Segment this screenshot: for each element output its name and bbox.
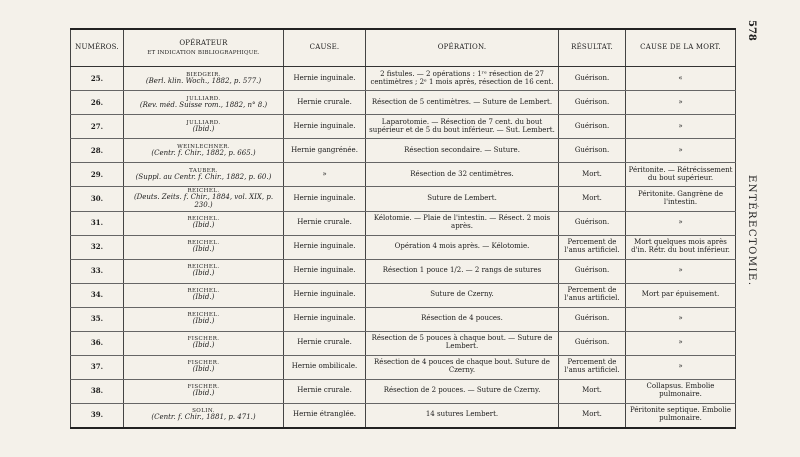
header-cause: CAUSE. <box>284 29 366 67</box>
cause-of-death-cell: » <box>626 259 736 283</box>
page-number: 578 <box>746 20 757 41</box>
table-row <box>71 91 736 115</box>
operator-name: REICHEL. <box>187 312 220 319</box>
result-cell: Mort. <box>559 163 626 187</box>
cause-cell: Hernie crurale. <box>284 91 366 115</box>
result-cell: Guérison. <box>559 91 626 115</box>
operation-cell: Résection de 2 pouces. — Suture de Czerny. <box>366 379 559 403</box>
operator-cell <box>124 331 284 355</box>
header-resultat: RÉSULTAT. <box>559 29 626 67</box>
operator-name: FISCHER. <box>187 336 220 343</box>
case-number-cell: 29. <box>71 163 124 187</box>
operator-cell <box>124 187 284 212</box>
table-row <box>71 163 736 187</box>
cause-of-death-cell: Collapsus. Embolie pulmonaire. <box>626 379 736 403</box>
cause-cell: Hernie crurale. <box>284 331 366 355</box>
operation-cell: Résection de 32 centimètres. <box>366 163 559 187</box>
header-operateur-title: OPÉRATEUR <box>179 38 228 47</box>
case-number-cell: 38. <box>71 379 124 403</box>
operation-cell: Résection 1 pouce 1/2. — 2 rangs de sutures <box>366 259 559 283</box>
table-row <box>71 307 736 331</box>
cause-cell: Hernie gangrénée. <box>284 139 366 163</box>
result-cell: Mort. <box>559 379 626 403</box>
bibliographic-reference: (Ibid.) <box>192 365 215 374</box>
cause-of-death-cell: » <box>626 91 736 115</box>
header-operateur <box>124 29 284 67</box>
operator-cell <box>124 355 284 379</box>
result-cell: Mort. <box>559 187 626 212</box>
cause-of-death-cell: » <box>626 211 736 235</box>
operator-name: JULLIARD. <box>186 119 221 126</box>
operation-cell: Laparotomie. — Résection de 7 cent. du bout supérieur et de 5 du bout inférieur. — Sut. Lembert. <box>366 115 559 139</box>
operation-cell: Résection de 5 centimètres. — Suture de Lembert. <box>366 91 559 115</box>
operator-cell <box>124 67 284 91</box>
operator-cell <box>124 235 284 259</box>
operator-cell <box>124 283 284 307</box>
cause-of-death-cell: Péritonite. Gangrène de l'intestin. <box>626 187 736 212</box>
table-row <box>71 67 736 91</box>
cause-cell: Hernie inguinale. <box>284 187 366 212</box>
cause-of-death-cell: » <box>626 331 736 355</box>
case-number-cell: 30. <box>71 187 124 212</box>
table-row <box>71 403 736 428</box>
cause-cell: Hernie inguinale. <box>284 67 366 91</box>
header-numeros: NUMÉROS. <box>71 29 124 67</box>
operator-name: REICHEL. <box>187 188 220 194</box>
cause-cell: Hernie étranglée. <box>284 403 366 428</box>
cause-of-death-cell: » <box>626 355 736 379</box>
operation-cell: Résection secondaire. — Suture. <box>366 139 559 163</box>
case-number-cell: 27. <box>71 115 124 139</box>
result-cell: Guérison. <box>559 115 626 139</box>
cause-cell: » <box>284 163 366 187</box>
case-number-cell: 34. <box>71 283 124 307</box>
cause-cell: Hernie crurale. <box>284 211 366 235</box>
table-row <box>71 211 736 235</box>
operator-name: BIEDGEIR. <box>186 71 221 78</box>
operation-cell: Suture de Czerny. <box>366 283 559 307</box>
table-row <box>71 355 736 379</box>
cause-of-death-cell: Péritonite septique. Embolie pulmonaire. <box>626 403 736 428</box>
result-cell: Guérison. <box>559 139 626 163</box>
bibliographic-reference: (Suppl. au Centr. f. Chir., 1882, p. 60.) <box>135 172 272 181</box>
result-cell: Guérison. <box>559 67 626 91</box>
operator-cell <box>124 403 284 428</box>
bibliographic-reference: (Ibid.) <box>192 124 215 133</box>
cause-of-death-cell: » <box>626 139 736 163</box>
operator-name: REICHEL. <box>187 216 220 223</box>
case-number-cell: 35. <box>71 307 124 331</box>
operation-cell: 14 sutures Lembert. <box>366 403 559 428</box>
bibliographic-reference: (Ibid.) <box>192 245 215 254</box>
bibliographic-reference: (Ibid.) <box>192 293 215 302</box>
running-title: ENTÉRECTOMIE. <box>746 175 757 287</box>
header-row <box>71 29 736 67</box>
operator-cell <box>124 379 284 403</box>
case-number-cell: 36. <box>71 331 124 355</box>
result-cell: Mort. <box>559 403 626 428</box>
operator-cell <box>124 307 284 331</box>
table-row <box>71 283 736 307</box>
result-cell: Guérison. <box>559 307 626 331</box>
table-row <box>71 331 736 355</box>
table-row <box>71 139 736 163</box>
table-row <box>71 379 736 403</box>
operation-cell: Suture de Lembert. <box>366 187 559 212</box>
bibliographic-reference: (Berl. klin. Woch., 1882, p. 577.) <box>145 76 262 85</box>
bibliographic-reference: (Ibid.) <box>192 389 215 398</box>
operator-name: WEINLECHNER. <box>177 143 230 150</box>
table-row <box>71 115 736 139</box>
bibliographic-reference: (Ibid.) <box>192 221 215 230</box>
operation-cell: Résection de 4 pouces de chaque bout. Suture de Czerny. <box>366 355 559 379</box>
operator-name: TAUBER. <box>189 167 218 174</box>
cause-of-death-cell: « <box>626 67 736 91</box>
operator-cell <box>124 139 284 163</box>
operation-cell: Kélotomie. — Plaie de l'intestin. — Résect. 2 mois après. <box>366 211 559 235</box>
bibliographic-reference: (Ibid.) <box>192 341 215 350</box>
case-number-cell: 31. <box>71 211 124 235</box>
operator-name: FISCHER. <box>187 360 220 367</box>
operation-cell: Résection de 5 pouces à chaque bout. — Suture de Lembert. <box>366 331 559 355</box>
operation-cell: Opération 4 mois après. — Kélotomie. <box>366 235 559 259</box>
operation-cell: 2 fistules. — 2 opérations : 1ʳᵉ résection de 27 centimètres ; 2ᵉ 1 mois après, résection de 16 cent. <box>366 67 559 91</box>
header-cause-mort: CAUSE DE LA MORT. <box>626 29 736 67</box>
case-number-cell: 39. <box>71 403 124 428</box>
bibliographic-reference: (Centr. f. Chir., 1882, p. 665.) <box>151 148 256 157</box>
table-row <box>71 187 736 212</box>
cause-of-death-cell: Péritonite. — Rétrécissement du bout supérieur. <box>626 163 736 187</box>
bibliographic-reference: (Ibid.) <box>192 269 215 278</box>
header-operation: OPÉRATION. <box>366 29 559 67</box>
operator-name: SOLIN. <box>192 408 215 415</box>
operation-cell: Résection de 4 pouces. <box>366 307 559 331</box>
operator-cell <box>124 163 284 187</box>
case-number-cell: 32. <box>71 235 124 259</box>
table-row <box>71 259 736 283</box>
cause-cell: Hernie inguinale. <box>284 235 366 259</box>
cause-cell: Hernie inguinale. <box>284 259 366 283</box>
cause-cell: Hernie inguinale. <box>284 115 366 139</box>
case-number-cell: 28. <box>71 139 124 163</box>
case-table <box>70 28 736 429</box>
result-cell: Percement de l'anus artificiel. <box>559 235 626 259</box>
bibliographic-reference: (Centr. f. Chir., 1881, p. 471.) <box>151 413 256 422</box>
operator-cell <box>124 211 284 235</box>
cause-cell: Hernie ombilicale. <box>284 355 366 379</box>
bibliographic-reference: (Deuts. Zeits. f. Chir., 1884, vol. XIX, p. 230.) <box>133 193 274 209</box>
result-cell: Percement de l'anus artificiel. <box>559 355 626 379</box>
case-number-cell: 37. <box>71 355 124 379</box>
result-cell: Guérison. <box>559 331 626 355</box>
table-row <box>71 235 736 259</box>
operator-cell <box>124 115 284 139</box>
cause-of-death-cell: Mort quelques mois après d'in. Rétr. du bout inférieur. <box>626 235 736 259</box>
result-cell: Guérison. <box>559 259 626 283</box>
cause-cell: Hernie crurale. <box>284 379 366 403</box>
operator-name: REICHEL. <box>187 240 220 247</box>
cause-of-death-cell: » <box>626 115 736 139</box>
table-body <box>71 67 736 428</box>
operator-name: FISCHER. <box>187 384 220 391</box>
case-number-cell: 25. <box>71 67 124 91</box>
cause-of-death-cell: » <box>626 307 736 331</box>
case-number-cell: 33. <box>71 259 124 283</box>
bibliographic-reference: (Rev. méd. Suisse rom., 1882, n° 8.) <box>139 100 268 109</box>
header-operateur-subtitle: ET INDICATION BIBLIOGRAPHIQUE. <box>147 50 260 57</box>
cause-of-death-cell: Mort par épuisement. <box>626 283 736 307</box>
cause-cell: Hernie inguinale. <box>284 307 366 331</box>
operator-cell <box>124 91 284 115</box>
result-cell: Percement de l'anus artificiel. <box>559 283 626 307</box>
operator-name: JULLIARD. <box>186 95 221 102</box>
bibliographic-reference: (Ibid.) <box>192 317 215 326</box>
operator-cell <box>124 259 284 283</box>
operator-name: REICHEL. <box>187 288 220 295</box>
result-cell: Guérison. <box>559 211 626 235</box>
cause-cell: Hernie inguinale. <box>284 283 366 307</box>
case-number-cell: 26. <box>71 91 124 115</box>
operator-name: REICHEL. <box>187 264 220 271</box>
